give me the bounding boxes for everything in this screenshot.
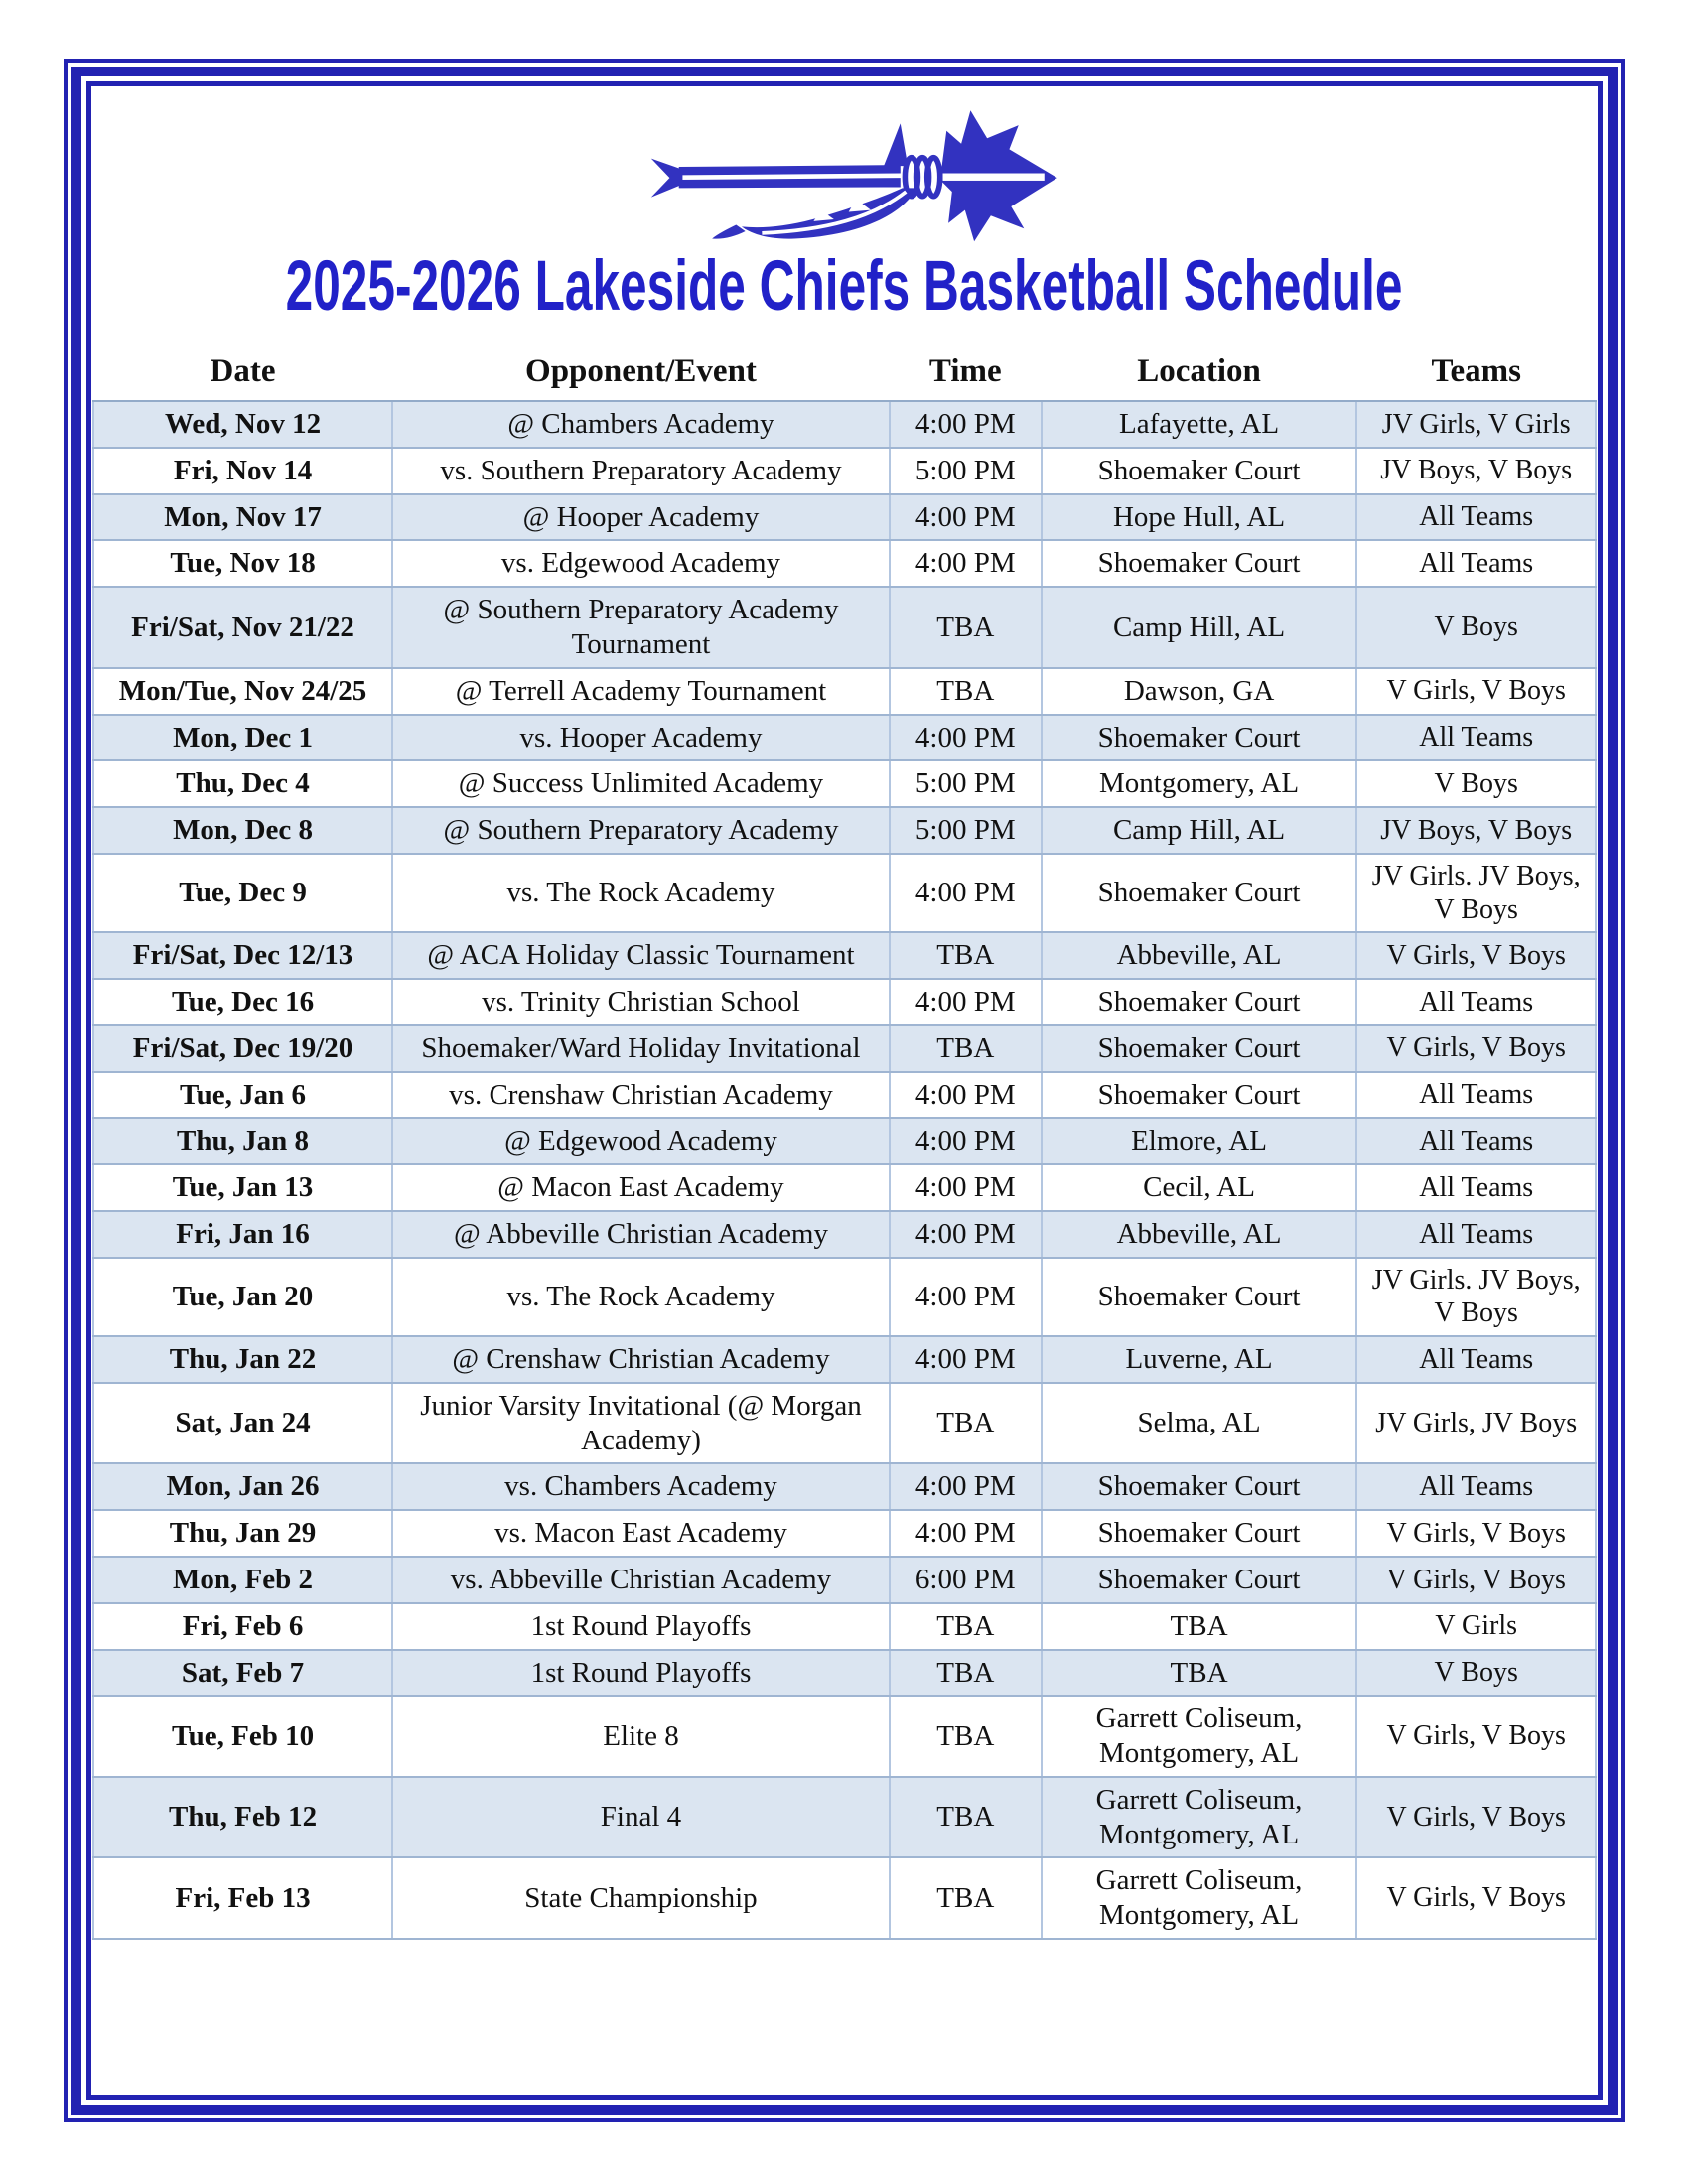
cell-opponent-event: @ Crenshaw Christian Academy bbox=[392, 1336, 890, 1383]
cell-location: Abbeville, AL bbox=[1042, 1211, 1357, 1258]
cell-teams: All Teams bbox=[1356, 494, 1596, 541]
cell-location: Shoemaker Court bbox=[1042, 448, 1357, 494]
cell-time: TBA bbox=[890, 1383, 1042, 1464]
cell-location: Garrett Coliseum, Montgomery, AL bbox=[1042, 1857, 1357, 1939]
cell-date: Mon, Jan 26 bbox=[93, 1463, 392, 1510]
cell-opponent-event: @ Chambers Academy bbox=[392, 401, 890, 448]
cell-time: 4:00 PM bbox=[890, 1118, 1042, 1164]
cell-teams: V Girls bbox=[1356, 1603, 1596, 1650]
cell-time: 4:00 PM bbox=[890, 1510, 1042, 1557]
cell-location: Shoemaker Court bbox=[1042, 1510, 1357, 1557]
table-row bbox=[93, 494, 1596, 541]
cell-location: Lafayette, AL bbox=[1042, 401, 1357, 448]
cell-date: Thu, Dec 4 bbox=[93, 760, 392, 807]
cell-date: Tue, Dec 16 bbox=[93, 979, 392, 1025]
page-frame-middle-line bbox=[71, 67, 1618, 2115]
cell-opponent-event: @ Success Unlimited Academy bbox=[392, 760, 890, 807]
page-frame bbox=[64, 59, 1625, 2122]
cell-location: Elmore, AL bbox=[1042, 1118, 1357, 1164]
cell-date: Fri/Sat, Nov 21/22 bbox=[93, 587, 392, 668]
cell-opponent-event: @ Terrell Academy Tournament bbox=[392, 668, 890, 715]
cell-teams: V Girls, V Boys bbox=[1356, 932, 1596, 979]
cell-location: Shoemaker Court bbox=[1042, 1463, 1357, 1510]
cell-location: TBA bbox=[1042, 1650, 1357, 1697]
cell-time: 4:00 PM bbox=[890, 540, 1042, 587]
cell-opponent-event: @ Southern Preparatory Academy Tournament bbox=[392, 587, 890, 668]
col-header-time: Time bbox=[890, 349, 1042, 401]
cell-teams: V Girls, V Boys bbox=[1356, 1696, 1596, 1777]
cell-date: Thu, Jan 29 bbox=[93, 1510, 392, 1557]
cell-teams: JV Girls. JV Boys, V Boys bbox=[1356, 854, 1596, 932]
cell-time: 5:00 PM bbox=[890, 448, 1042, 494]
cell-time: 4:00 PM bbox=[890, 1211, 1042, 1258]
cell-teams: JV Boys, V Boys bbox=[1356, 448, 1596, 494]
cell-teams: V Girls, V Boys bbox=[1356, 668, 1596, 715]
cell-opponent-event: vs. The Rock Academy bbox=[392, 1258, 890, 1336]
cell-location: Selma, AL bbox=[1042, 1383, 1357, 1464]
cell-teams: All Teams bbox=[1356, 1118, 1596, 1164]
cell-time: TBA bbox=[890, 1777, 1042, 1858]
schedule-body bbox=[93, 401, 1596, 1939]
cell-teams: V Girls, V Boys bbox=[1356, 1510, 1596, 1557]
cell-time: 4:00 PM bbox=[890, 715, 1042, 761]
cell-teams: JV Girls. JV Boys, V Boys bbox=[1356, 1258, 1596, 1336]
cell-time: TBA bbox=[890, 1696, 1042, 1777]
cell-date: Fri/Sat, Dec 12/13 bbox=[93, 932, 392, 979]
cell-opponent-event: vs. Southern Preparatory Academy bbox=[392, 448, 890, 494]
cell-location: Abbeville, AL bbox=[1042, 932, 1357, 979]
cell-date: Fri, Jan 16 bbox=[93, 1211, 392, 1258]
table-row bbox=[93, 401, 1596, 448]
cell-location: Shoemaker Court bbox=[1042, 540, 1357, 587]
cell-opponent-event: vs. Edgewood Academy bbox=[392, 540, 890, 587]
cell-location: Shoemaker Court bbox=[1042, 854, 1357, 932]
col-header-opponent-event: Opponent/Event bbox=[392, 349, 890, 401]
table-row bbox=[93, 715, 1596, 761]
table-row bbox=[93, 1211, 1596, 1258]
cell-opponent-event: vs. The Rock Academy bbox=[392, 854, 890, 932]
cell-opponent-event: Elite 8 bbox=[392, 1696, 890, 1777]
cell-teams: V Girls, V Boys bbox=[1356, 1025, 1596, 1072]
spear-feather-logo-icon bbox=[92, 88, 1597, 245]
table-row bbox=[93, 979, 1596, 1025]
cell-date: Fri, Feb 6 bbox=[93, 1603, 392, 1650]
cell-date: Mon, Dec 1 bbox=[93, 715, 392, 761]
table-row bbox=[93, 1777, 1596, 1858]
cell-teams: JV Girls, JV Boys bbox=[1356, 1383, 1596, 1464]
cell-opponent-event: @ Macon East Academy bbox=[392, 1164, 890, 1211]
cell-date: Thu, Feb 12 bbox=[93, 1777, 392, 1858]
cell-time: TBA bbox=[890, 1603, 1042, 1650]
cell-time: TBA bbox=[890, 1650, 1042, 1697]
cell-location: Garrett Coliseum, Montgomery, AL bbox=[1042, 1696, 1357, 1777]
table-row bbox=[93, 1510, 1596, 1557]
cell-time: 4:00 PM bbox=[890, 854, 1042, 932]
cell-date: Sat, Feb 7 bbox=[93, 1650, 392, 1697]
cell-opponent-event: @ Abbeville Christian Academy bbox=[392, 1211, 890, 1258]
cell-time: 4:00 PM bbox=[890, 979, 1042, 1025]
cell-opponent-event: vs. Macon East Academy bbox=[392, 1510, 890, 1557]
cell-time: 4:00 PM bbox=[890, 494, 1042, 541]
cell-date: Tue, Dec 9 bbox=[93, 854, 392, 932]
cell-time: TBA bbox=[890, 932, 1042, 979]
cell-opponent-event: @ ACA Holiday Classic Tournament bbox=[392, 932, 890, 979]
cell-teams: All Teams bbox=[1356, 979, 1596, 1025]
cell-teams: V Girls, V Boys bbox=[1356, 1777, 1596, 1858]
cell-opponent-event: Shoemaker/Ward Holiday Invitational bbox=[392, 1025, 890, 1072]
table-row bbox=[93, 1118, 1596, 1164]
cell-location: Shoemaker Court bbox=[1042, 1258, 1357, 1336]
cell-opponent-event: State Championship bbox=[392, 1857, 890, 1939]
cell-opponent-event: 1st Round Playoffs bbox=[392, 1650, 890, 1697]
cell-teams: V Boys bbox=[1356, 587, 1596, 668]
table-row bbox=[93, 1696, 1596, 1777]
cell-time: TBA bbox=[890, 1857, 1042, 1939]
table-row bbox=[93, 1857, 1596, 1939]
table-row bbox=[93, 587, 1596, 668]
cell-location: Dawson, GA bbox=[1042, 668, 1357, 715]
table-row bbox=[93, 1164, 1596, 1211]
table-row bbox=[93, 1650, 1596, 1697]
page-frame-inner-line bbox=[86, 81, 1603, 2100]
cell-time: 6:00 PM bbox=[890, 1557, 1042, 1603]
cell-time: 5:00 PM bbox=[890, 807, 1042, 854]
cell-location: Camp Hill, AL bbox=[1042, 587, 1357, 668]
cell-teams: All Teams bbox=[1356, 715, 1596, 761]
cell-opponent-event: @ Hooper Academy bbox=[392, 494, 890, 541]
table-row bbox=[93, 760, 1596, 807]
cell-teams: All Teams bbox=[1356, 1336, 1596, 1383]
col-header-date: Date bbox=[93, 349, 392, 401]
cell-opponent-event: 1st Round Playoffs bbox=[392, 1603, 890, 1650]
table-row bbox=[93, 448, 1596, 494]
page-title-text: 2025-2026 Lakeside Chiefs Basketball Schedule bbox=[286, 246, 1403, 327]
table-row bbox=[93, 854, 1596, 932]
cell-time: 4:00 PM bbox=[890, 1164, 1042, 1211]
cell-teams: All Teams bbox=[1356, 1211, 1596, 1258]
cell-location: Shoemaker Court bbox=[1042, 1072, 1357, 1119]
cell-teams: V Girls, V Boys bbox=[1356, 1557, 1596, 1603]
header-row bbox=[93, 349, 1596, 401]
cell-opponent-event: vs. Trinity Christian School bbox=[392, 979, 890, 1025]
cell-date: Tue, Nov 18 bbox=[93, 540, 392, 587]
cell-date: Mon, Dec 8 bbox=[93, 807, 392, 854]
table-row bbox=[93, 932, 1596, 979]
table-row bbox=[93, 1336, 1596, 1383]
cell-opponent-event: vs. Hooper Academy bbox=[392, 715, 890, 761]
cell-location: Garrett Coliseum, Montgomery, AL bbox=[1042, 1777, 1357, 1858]
table-row bbox=[93, 1258, 1596, 1336]
cell-time: 4:00 PM bbox=[890, 1336, 1042, 1383]
page-title bbox=[92, 246, 1597, 327]
cell-location: Camp Hill, AL bbox=[1042, 807, 1357, 854]
page-content bbox=[91, 86, 1598, 2095]
cell-date: Wed, Nov 12 bbox=[93, 401, 392, 448]
cell-opponent-event: vs. Abbeville Christian Academy bbox=[392, 1557, 890, 1603]
cell-time: 5:00 PM bbox=[890, 760, 1042, 807]
cell-date: Tue, Feb 10 bbox=[93, 1696, 392, 1777]
cell-date: Mon, Feb 2 bbox=[93, 1557, 392, 1603]
table-row bbox=[93, 1025, 1596, 1072]
cell-date: Tue, Jan 6 bbox=[93, 1072, 392, 1119]
cell-date: Fri/Sat, Dec 19/20 bbox=[93, 1025, 392, 1072]
cell-opponent-event: vs. Crenshaw Christian Academy bbox=[392, 1072, 890, 1119]
schedule-table bbox=[92, 349, 1597, 1940]
cell-opponent-event: @ Edgewood Academy bbox=[392, 1118, 890, 1164]
cell-date: Fri, Feb 13 bbox=[93, 1857, 392, 1939]
cell-teams: All Teams bbox=[1356, 1463, 1596, 1510]
table-row bbox=[93, 668, 1596, 715]
table-row bbox=[93, 1557, 1596, 1603]
cell-date: Sat, Jan 24 bbox=[93, 1383, 392, 1464]
cell-time: 4:00 PM bbox=[890, 1463, 1042, 1510]
cell-date: Fri, Nov 14 bbox=[93, 448, 392, 494]
cell-time: 4:00 PM bbox=[890, 1072, 1042, 1119]
table-row bbox=[93, 540, 1596, 587]
cell-location: Shoemaker Court bbox=[1042, 715, 1357, 761]
cell-location: Shoemaker Court bbox=[1042, 1557, 1357, 1603]
cell-time: TBA bbox=[890, 1025, 1042, 1072]
table-row bbox=[93, 1072, 1596, 1119]
cell-date: Mon/Tue, Nov 24/25 bbox=[93, 668, 392, 715]
cell-teams: V Girls, V Boys bbox=[1356, 1857, 1596, 1939]
cell-opponent-event: Junior Varsity Invitational (@ Morgan Academy) bbox=[392, 1383, 890, 1464]
cell-location: Shoemaker Court bbox=[1042, 1025, 1357, 1072]
cell-opponent-event: Final 4 bbox=[392, 1777, 890, 1858]
table-row bbox=[93, 807, 1596, 854]
cell-location: TBA bbox=[1042, 1603, 1357, 1650]
cell-location: Hope Hull, AL bbox=[1042, 494, 1357, 541]
cell-location: Cecil, AL bbox=[1042, 1164, 1357, 1211]
col-header-location: Location bbox=[1042, 349, 1357, 401]
cell-location: Shoemaker Court bbox=[1042, 979, 1357, 1025]
table-row bbox=[93, 1463, 1596, 1510]
col-header-teams: Teams bbox=[1356, 349, 1596, 401]
cell-date: Thu, Jan 22 bbox=[93, 1336, 392, 1383]
cell-location: Luverne, AL bbox=[1042, 1336, 1357, 1383]
cell-time: 4:00 PM bbox=[890, 401, 1042, 448]
cell-date: Thu, Jan 8 bbox=[93, 1118, 392, 1164]
cell-teams: All Teams bbox=[1356, 540, 1596, 587]
table-row bbox=[93, 1603, 1596, 1650]
cell-location: Montgomery, AL bbox=[1042, 760, 1357, 807]
cell-opponent-event: vs. Chambers Academy bbox=[392, 1463, 890, 1510]
cell-time: TBA bbox=[890, 668, 1042, 715]
cell-teams: JV Girls, V Girls bbox=[1356, 401, 1596, 448]
cell-teams: All Teams bbox=[1356, 1164, 1596, 1211]
cell-date: Mon, Nov 17 bbox=[93, 494, 392, 541]
cell-teams: V Boys bbox=[1356, 1650, 1596, 1697]
table-row bbox=[93, 1383, 1596, 1464]
cell-date: Tue, Jan 20 bbox=[93, 1258, 392, 1336]
cell-opponent-event: @ Southern Preparatory Academy bbox=[392, 807, 890, 854]
cell-teams: All Teams bbox=[1356, 1072, 1596, 1119]
cell-teams: JV Boys, V Boys bbox=[1356, 807, 1596, 854]
cell-time: 4:00 PM bbox=[890, 1258, 1042, 1336]
cell-time: TBA bbox=[890, 587, 1042, 668]
cell-teams: V Boys bbox=[1356, 760, 1596, 807]
cell-date: Tue, Jan 13 bbox=[93, 1164, 392, 1211]
